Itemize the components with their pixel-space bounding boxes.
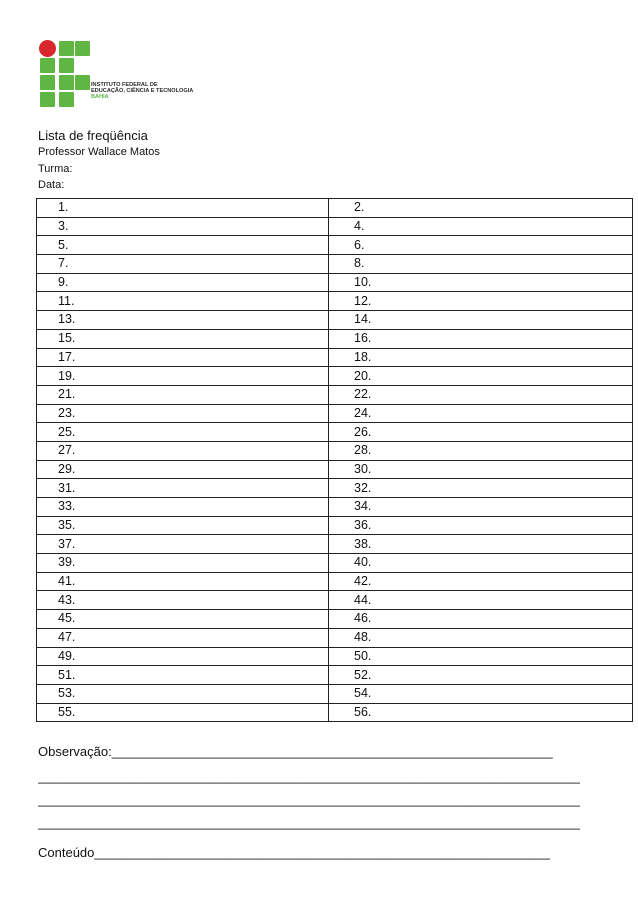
student-number-cell: 21. [37,385,329,404]
student-number-cell: 38. [329,535,633,554]
student-number-cell: 14. [329,311,633,330]
table-row [37,591,633,610]
student-number-cell: 13. [37,311,329,330]
table-row [37,329,633,348]
blank-line: ___________________________________________________________________________ [38,769,581,784]
logo-square [59,58,74,73]
table-row [37,572,633,591]
student-number-cell: 49. [37,647,329,666]
table-row [37,460,633,479]
student-number-cell: 27. [37,441,329,460]
student-number-cell: 53. [37,684,329,703]
logo-square [59,41,74,56]
student-number-cell: 5. [37,236,329,255]
student-number-cell: 22. [329,385,633,404]
table-row [37,535,633,554]
table-row [37,516,633,535]
table-row [37,423,633,442]
student-number-cell: 45. [37,610,329,629]
logo-text-line: EDUCAÇÃO, CIÊNCIA E TECNOLOGIA [91,88,194,95]
table-row [37,441,633,460]
table-row [37,348,633,367]
student-number-cell: 30. [329,460,633,479]
student-number-cell: 9. [37,273,329,292]
student-number-cell: 2. [329,199,633,218]
student-number-cell: 39. [37,554,329,573]
student-number-cell: 15. [37,329,329,348]
table-row [37,684,633,703]
student-number-cell: 6. [329,236,633,255]
table-row [37,273,633,292]
table-row [37,217,633,236]
student-number-cell: 12. [329,292,633,311]
student-number-cell: 52. [329,666,633,685]
student-number-cell: 47. [37,628,329,647]
logo-square [40,58,55,73]
student-number-cell: 18. [329,348,633,367]
logo-text-line: INSTITUTO FEDERAL DE [91,82,158,88]
student-number-cell: 36. [329,516,633,535]
student-number-cell: 1. [37,199,329,218]
logo-square [75,75,90,90]
blank-line: ___________________________________________________________________________ [38,815,581,830]
student-number-cell: 7. [37,255,329,274]
student-number-cell: 20. [329,367,633,386]
observacao-line: Observação:_____________________________________________________________ [38,744,553,759]
data-label: Data: [38,179,65,191]
student-number-cell: 54. [329,684,633,703]
table-row [37,703,633,722]
table-row [37,292,633,311]
institute-logo [39,40,219,110]
student-number-cell: 32. [329,479,633,498]
logo-square [40,75,55,90]
table-row [37,554,633,573]
student-number-cell: 31. [37,479,329,498]
student-number-cell: 37. [37,535,329,554]
student-number-cell: 40. [329,554,633,573]
turma-label: Turma: [38,163,73,175]
student-number-cell: 43. [37,591,329,610]
table-row [37,367,633,386]
conteudo-line: Conteúdo_______________________________________________________________ [38,845,550,860]
student-number-cell: 29. [37,460,329,479]
student-number-cell: 34. [329,498,633,517]
logo-red-circle [39,40,56,57]
table-row [37,404,633,423]
table-row [37,255,633,274]
blank-line: ___________________________________________________________________________ [38,792,581,807]
student-number-cell: 48. [329,628,633,647]
page-title: Lista de freqüência [38,128,148,143]
student-number-cell: 55. [37,703,329,722]
student-number-cell: 17. [37,348,329,367]
table-row [37,236,633,255]
student-number-cell: 51. [37,666,329,685]
attendance-table [36,198,633,722]
professor-name: Professor Wallace Matos [38,146,160,158]
student-number-cell: 11. [37,292,329,311]
table-row [37,385,633,404]
table-row [37,610,633,629]
logo-text-line: BAHIA [91,94,109,101]
student-number-cell: 50. [329,647,633,666]
student-number-cell: 4. [329,217,633,236]
logo-square [59,75,74,90]
student-number-cell: 33. [37,498,329,517]
student-number-cell: 35. [37,516,329,535]
table-row [37,479,633,498]
student-number-cell: 16. [329,329,633,348]
table-row [37,666,633,685]
student-number-cell: 8. [329,255,633,274]
logo-square [59,92,74,107]
table-row [37,628,633,647]
student-number-cell: 26. [329,423,633,442]
student-number-cell: 10. [329,273,633,292]
table-row [37,311,633,330]
student-number-cell: 56. [329,703,633,722]
student-number-cell: 3. [37,217,329,236]
table-row [37,199,633,218]
student-number-cell: 25. [37,423,329,442]
student-number-cell: 44. [329,591,633,610]
student-number-cell: 19. [37,367,329,386]
student-number-cell: 28. [329,441,633,460]
table-row [37,647,633,666]
table-row [37,498,633,517]
logo-square [75,41,90,56]
student-number-cell: 23. [37,404,329,423]
student-number-cell: 42. [329,572,633,591]
logo-text [91,82,193,101]
student-number-cell: 41. [37,572,329,591]
student-number-cell: 46. [329,610,633,629]
logo-square [40,92,55,107]
student-number-cell: 24. [329,404,633,423]
